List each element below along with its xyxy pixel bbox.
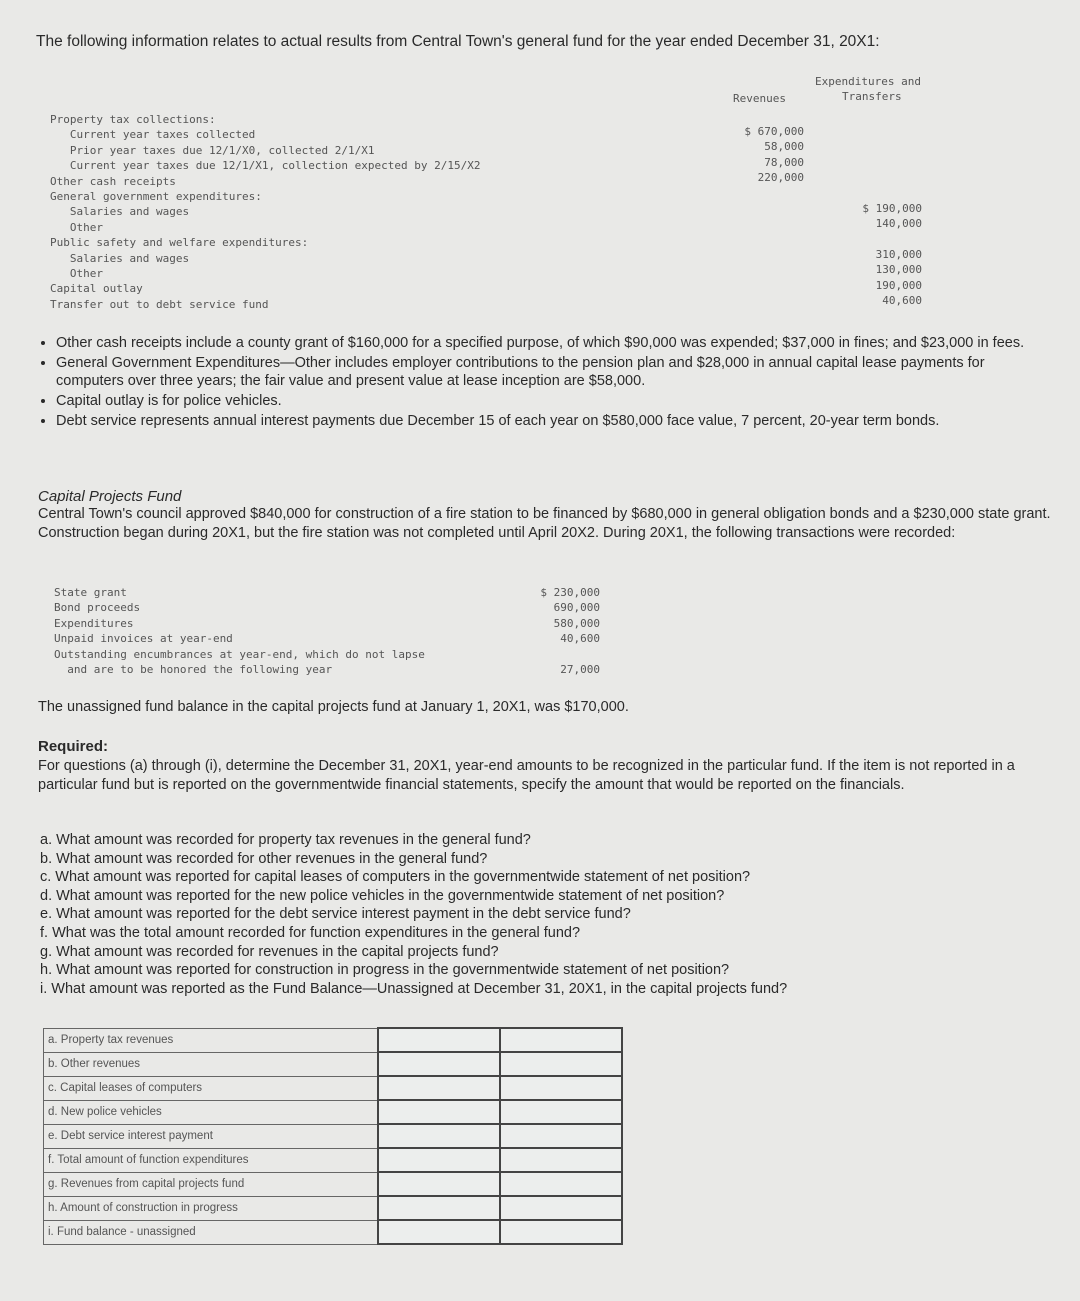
question-item: b. What amount was recorded for other revenues in the general fund? (40, 850, 488, 867)
answer-input[interactable] (500, 1028, 622, 1052)
question-item: h. What amount was reported for construction in progress in the governmentwide statement of net position? (40, 962, 730, 979)
answer-label: f. Total amount of function expenditures (44, 1148, 379, 1172)
answer-label: h. Amount of construction in progress (44, 1196, 379, 1220)
expenditure-value: 140,000 (875, 217, 922, 231)
expenditure-value: 130,000 (875, 263, 922, 277)
gf-label: Current year taxes collected (50, 128, 256, 142)
capital-projects-title: Capital Projects Fund (38, 488, 182, 505)
gf-label: Capital outlay (50, 282, 143, 296)
capital-projects-paragraph: Central Town's council approved $840,000 for construction of a fire station to be financed by $680,000 in general obligation bonds and a $230,000 state grant. Construction began during 20X1, but the fire station was not completed until April 20X2. During 20X1, the following transactions were recorded: (38, 506, 1051, 541)
expenditure-value: 40,600 (882, 294, 922, 308)
answer-input[interactable] (378, 1100, 500, 1124)
table-row (44, 1124, 623, 1148)
cpf-value: 40,600 (560, 632, 600, 646)
capital-projects-values (490, 585, 600, 677)
gf-label: General government expenditures: (50, 190, 262, 204)
answer-label: a. Property tax revenues (44, 1028, 379, 1052)
expenditures-column-b (820, 247, 922, 309)
answer-input[interactable] (378, 1052, 500, 1076)
col-header-revenues: Revenues (733, 92, 786, 105)
table-row (44, 1028, 623, 1052)
gf-label: Salaries and wages (50, 205, 190, 219)
question-item: f. What was the total amount recorded for function expenditures in the general fund? (40, 924, 581, 941)
revenues-column (700, 124, 804, 186)
note-item: • General Government Expenditures—Other includes employer contributions to the pension plan and $28,000 in annual capital lease payments for computers over three years; the fair value and present value at lease inception are $58,000. (56, 354, 1056, 390)
answer-label: d. New police vehicles (44, 1100, 379, 1124)
question-item: e. What amount was reported for the debt service interest payment in the debt service fund? (40, 906, 631, 923)
gf-label: Transfer out to debt service fund (50, 297, 269, 311)
answer-input[interactable] (500, 1052, 622, 1076)
expenditure-value: 310,000 (875, 248, 922, 261)
table-row (44, 1052, 623, 1076)
gf-label: Other cash receipts (50, 174, 176, 188)
expenditures-column-a (820, 201, 922, 232)
answer-input[interactable] (378, 1196, 500, 1220)
required-paragraph: For questions (a) through (i), determine the December 31, 20X1, year-end amounts to be recognized in the particular fund. If the item is not reported in a particular fund but is reported on the governmentwide financial statements, specify the amount that would be reported on the financials. (38, 758, 1015, 793)
answer-input[interactable] (378, 1148, 500, 1172)
table-row (44, 1196, 623, 1220)
gf-label: Prior year taxes due 12/1/X0, collected 2/1/X1 (50, 143, 375, 157)
revenue-value: 58,000 (764, 140, 804, 154)
notes-list (36, 334, 1056, 432)
question-item: a. What amount was recorded for property tax revenues in the general fund? (40, 832, 531, 848)
cpf-value: 580,000 (553, 616, 600, 630)
cpf-label: Outstanding encumbrances at year-end, which do not lapse (54, 647, 425, 661)
answer-input[interactable] (500, 1220, 622, 1244)
gf-label: Other (50, 267, 103, 281)
cpf-value: 690,000 (553, 601, 600, 615)
expenditure-value: $ 190,000 (862, 202, 922, 215)
gf-label: Salaries and wages (50, 251, 190, 265)
table-row (44, 1100, 623, 1124)
revenue-value: $ 670,000 (744, 125, 804, 138)
unassigned-note: The unassigned fund balance in the capital projects fund at January 1, 20X1, was $170,000. (38, 699, 629, 715)
note-item: • Capital outlay is for police vehicles. (56, 392, 1056, 410)
col-header-expenditures-2: Transfers (842, 90, 902, 103)
answer-label: i. Fund balance - unassigned (44, 1220, 379, 1244)
answer-input[interactable] (500, 1124, 622, 1148)
capital-projects-labels (54, 585, 425, 677)
answer-input[interactable] (378, 1220, 500, 1244)
answer-label: b. Other revenues (44, 1052, 379, 1076)
cpf-label: State grant (54, 586, 127, 599)
question-item: d. What amount was reported for the new police vehicles in the governmentwide statement of net position? (40, 887, 725, 904)
answer-input[interactable] (378, 1124, 500, 1148)
cpf-value: $ 230,000 (540, 586, 600, 599)
required-title: Required: (38, 738, 109, 755)
table-row (44, 1172, 623, 1196)
answer-input[interactable] (500, 1148, 622, 1172)
table-row (44, 1220, 623, 1244)
col-header-expenditures-1: Expenditures and (815, 75, 921, 88)
table-row (44, 1148, 623, 1172)
cpf-value: 27,000 (560, 663, 600, 677)
questions-list (40, 831, 1050, 998)
revenue-value: 78,000 (764, 155, 804, 169)
answer-input[interactable] (378, 1076, 500, 1100)
answer-input[interactable] (500, 1100, 622, 1124)
cpf-label: Expenditures (54, 616, 134, 630)
answer-label: g. Revenues from capital projects fund (44, 1172, 379, 1196)
answer-input[interactable] (500, 1196, 622, 1220)
question-item: g. What amount was recorded for revenues in the capital projects fund? (40, 943, 499, 960)
question-item: c. What amount was reported for capital leases of computers in the governmentwide statement of net position? (40, 869, 751, 886)
intro-text: The following information relates to actual results from Central Town's general fund for the year ended December 31, 20X1: (36, 33, 880, 50)
table-row (44, 1076, 623, 1100)
note-item: • Other cash receipts include a county grant of $160,000 for a specified purpose, of which $90,000 was expended; $37,000 in fines; and $23,000 in fees. (56, 334, 1056, 352)
answer-input[interactable] (500, 1172, 622, 1196)
gf-label: Other (50, 220, 103, 234)
cpf-value (490, 647, 600, 662)
cpf-label: Unpaid invoices at year-end (54, 632, 233, 646)
answer-label: e. Debt service interest payment (44, 1124, 379, 1148)
answer-input[interactable] (378, 1028, 500, 1052)
gf-label: Property tax collections: (50, 113, 216, 126)
answer-label: c. Capital leases of computers (44, 1076, 379, 1100)
revenue-value: 220,000 (757, 171, 804, 185)
answer-input[interactable] (378, 1172, 500, 1196)
expenditure-value: 190,000 (875, 278, 922, 292)
gf-label: Current year taxes due 12/1/X1, collection expected by 2/15/X2 (50, 159, 481, 173)
note-item: • Debt service represents annual interest payments due December 15 of each year on $580,000 face value, 7 percent, 20-year term bonds. (56, 412, 1056, 430)
answer-input[interactable] (500, 1076, 622, 1100)
question-item: i. What amount was reported as the Fund Balance—Unassigned at December 31, 20X1, in the capital projects fund? (40, 980, 788, 997)
general-fund-labels (50, 112, 480, 312)
answer-table (43, 1027, 623, 1245)
gf-label: Public safety and welfare expenditures: (50, 236, 309, 250)
cpf-label: and are to be honored the following year (54, 663, 333, 677)
cpf-label: Bond proceeds (54, 601, 141, 615)
